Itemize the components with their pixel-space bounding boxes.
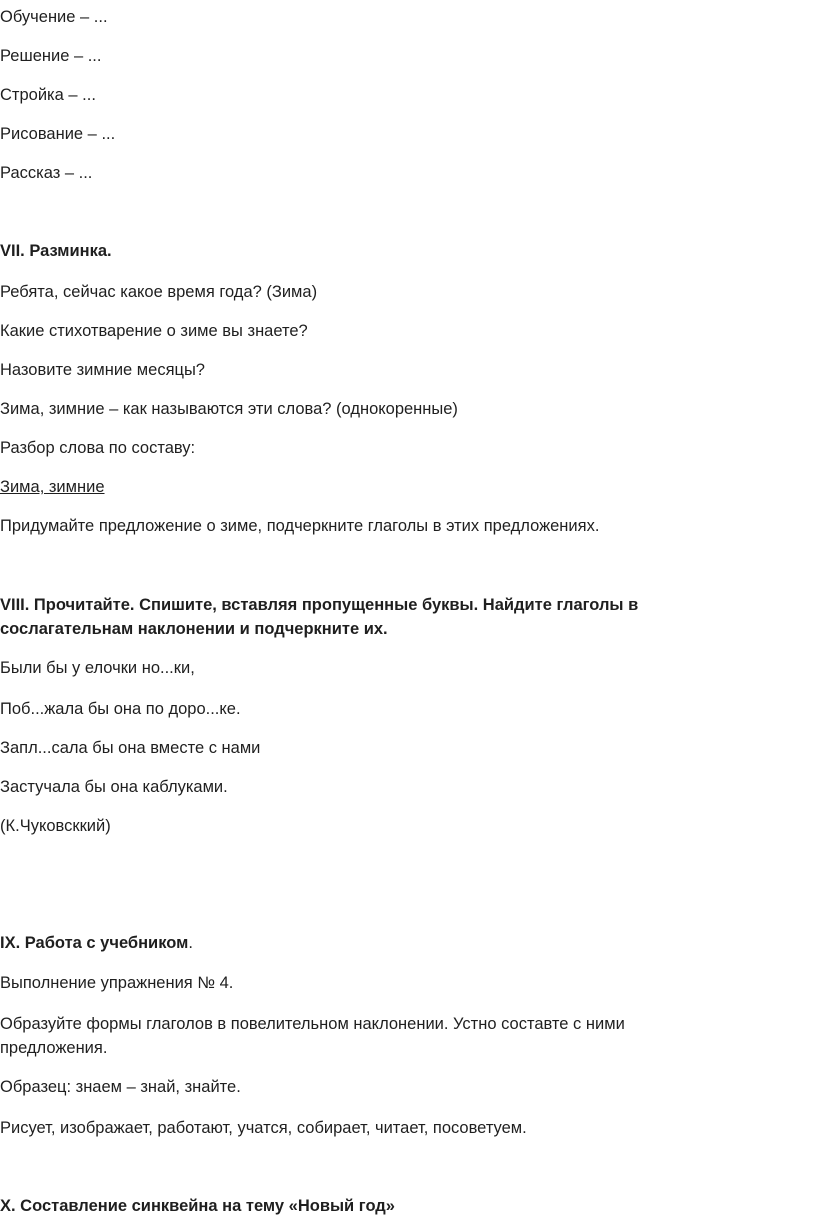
section9-words: Рисует, изображает, работают, учатся, собирает, читает, посоветуем. <box>0 1119 527 1137</box>
poem-line: Застучала бы она каблуками. <box>0 778 228 796</box>
poem-line: Поб...жала бы она по доро...ке. <box>0 700 241 718</box>
section7-line: Ребята, сейчас какое время года? (Зима) <box>0 283 318 301</box>
section9-instruction-line2: предложения. <box>0 1039 108 1057</box>
section7-line: Назовите зимние месяцы? <box>0 361 205 379</box>
section7-task: Придумайте предложение о зиме, подчеркните глаголы в этих предложениях. <box>0 517 600 535</box>
section8-heading-line1: VIII. Прочитайте. Спишите, вставляя пропущенные буквы. Найдите глаголы в <box>0 596 639 614</box>
intro-list-item: Стройка – ... <box>0 86 96 104</box>
section9-heading-tail: . <box>188 934 193 952</box>
section8-heading-line2: сослагательнам наклонении и подчеркните их. <box>0 620 388 638</box>
section7-heading: VII. Разминка. <box>0 242 112 260</box>
section9-heading-text: IX. Работа с учебником <box>0 934 189 952</box>
poem-author: (К.Чуковсккий) <box>0 817 111 835</box>
section9-instruction-line1: Образуйте формы глаголов в повелительном наклонении. Устно составте с ними <box>0 1015 625 1033</box>
section7-line: Зима, зимние – как называются эти слова? (однокоренные) <box>0 400 458 418</box>
section10-heading: X. Составление синквейна на тему «Новый год» <box>0 1197 395 1215</box>
section9-heading <box>0 932 193 955</box>
underlined-words: Зима, зимние <box>0 478 105 496</box>
intro-list-item: Рисование – ... <box>0 125 116 143</box>
section9-example: Образец: знаем – знай, знайте. <box>0 1078 241 1096</box>
poem-line: Запл...сала бы она вместе с нами <box>0 739 261 757</box>
section9-exercise: Выполнение упражнения № 4. <box>0 974 234 992</box>
intro-list-item: Решение – ... <box>0 47 102 65</box>
section7-line: Какие стихотварение о зиме вы знаете? <box>0 322 308 340</box>
section7-line: Разбор слова по составу: <box>0 439 196 457</box>
intro-list-item: Обучение – ... <box>0 8 108 26</box>
intro-list-item: Рассказ – ... <box>0 164 93 182</box>
poem-line: Были бы у елочки но...ки, <box>0 659 195 677</box>
